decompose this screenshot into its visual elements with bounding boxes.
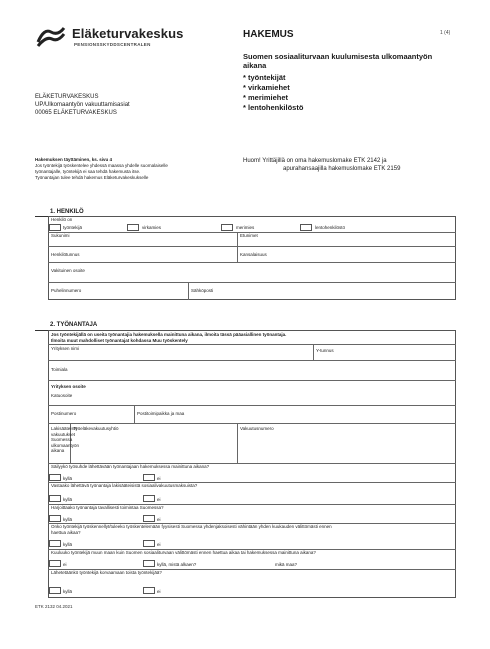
q1-no-checkbox[interactable] [143, 474, 155, 481]
no-label: ei [63, 562, 67, 567]
yes-label: kyllä [63, 542, 73, 547]
policy-number-field[interactable]: Vakuutusnumero [240, 426, 274, 431]
q4-no-checkbox[interactable] [143, 540, 155, 547]
row-divider [48, 246, 456, 247]
address-line: ELÄKETURVAKESKUS [35, 94, 99, 100]
applicant-type: * lentohenkilöstö [243, 103, 304, 112]
no-label: ei [157, 542, 161, 547]
section2-intro: Jos työntekijällä on useita työnantajia hakemuksella mainittuna aikana, ilmoita tässä pääasiallinen työnantaja. [51, 332, 287, 337]
business-id-field[interactable]: Y-tunnus [316, 348, 334, 353]
q6-yes-checkbox[interactable] [49, 587, 61, 594]
role-checkbox-aircrew[interactable] [300, 224, 312, 231]
note-line: apurahansaajilla hakemuslomake ETK 2159 [283, 166, 401, 172]
col-divider [237, 423, 238, 463]
q2-no-checkbox[interactable] [143, 495, 155, 502]
q2-yes-checkbox[interactable] [49, 495, 61, 502]
col-divider [237, 232, 238, 246]
no-label: ei [157, 476, 161, 481]
form-code: ETK 2132 04.2021 [35, 604, 73, 609]
instructions-line: työnantajalle, työntekijä ei saa tehdä hakemusta itse. [35, 169, 141, 174]
applicant-type: * merimiehet [243, 93, 289, 102]
company-name-field[interactable]: Yrityksen nimi [51, 346, 80, 351]
row-divider [48, 405, 456, 406]
section2-intro: Ilmoita muut mahdolliset työnantajat kohdassa Muu työskentely [51, 338, 188, 343]
question-replacement: Lähetetäänkö työntekijä korvaamaan toista työntekijää? [51, 570, 162, 575]
instructions-line: Jos työntekijä työskentelee yhdessä maassa yhdelle suomalaiselle [35, 163, 168, 168]
company-address-heading: Yrityksen osoite [51, 384, 86, 389]
no-label: ei [157, 497, 161, 502]
question-employment-retained: Säilyykö työsuhde lähettävään työnantajaan hakemuksessa mainittuna aikana? [51, 464, 210, 469]
col-divider [313, 344, 314, 360]
q5-no-checkbox[interactable] [49, 560, 61, 567]
question-activity-finland: Harjoittaako työnantaja tavallisesti toimintaa Suomessa? [51, 505, 164, 510]
yes-label: kyllä [63, 497, 73, 502]
role-label: Henkilö on [51, 217, 73, 222]
question-worked-in-finland-cont: haettua aikaa? [51, 530, 81, 535]
street-field[interactable]: Katuosoite [51, 393, 73, 398]
section1-title: 1. HENKILÖ [50, 209, 84, 215]
question-other-social-security: Kuuluuko työntekijä muun maan kuin Suomen sosiaaliturvaan välittömästi ennen haettua aikaa tai hakemuksessa mainittuna aikana? [51, 550, 316, 555]
row-divider [48, 262, 456, 263]
section2-title: 2. TYÖNANTAJA [50, 322, 98, 328]
role-checkbox-seaman[interactable] [221, 224, 233, 231]
role-checkbox-official[interactable] [127, 224, 139, 231]
page-number: 1 (4) [440, 30, 451, 36]
q1-yes-checkbox[interactable] [49, 474, 61, 481]
q5-yes-checkbox[interactable] [143, 560, 155, 567]
yes-label: kyllä [63, 589, 73, 594]
applicant-type: * virkamiehet [243, 83, 290, 92]
col-divider [188, 282, 189, 300]
role-label-employee: työntekijä [63, 225, 83, 230]
logo-icon [36, 26, 66, 48]
row-divider [48, 344, 456, 345]
note-line: Huom! Yrittäjillä on oma hakemuslomake ETK 2142 ja [243, 158, 387, 164]
nationality-field[interactable]: Kansalaisuus [240, 252, 267, 257]
postal-code-field[interactable]: Postinumero [51, 411, 77, 416]
no-label: ei [157, 517, 161, 522]
email-field[interactable]: Sähköposti [191, 288, 214, 293]
surname-field[interactable]: Sukunimi [51, 233, 70, 238]
col-divider [134, 405, 135, 423]
role-label-aircrew: lentohenkilöstö [315, 225, 346, 230]
address-field[interactable]: Vakituinen osoite [51, 268, 85, 273]
personal-id-field[interactable]: Henkilötunnus [51, 252, 80, 257]
row-divider [48, 360, 456, 361]
city-country-field[interactable]: Postitoimipaikka ja maa [137, 411, 185, 416]
pension-company-field[interactable]: Työeläkevakuutusyhtiö [73, 426, 119, 431]
instructions-title: Hakemuksen täyttäminen, ks. sivu 4 [35, 157, 113, 162]
form-note [243, 157, 443, 173]
phone-field[interactable]: Puhelinnumero [51, 288, 82, 293]
logo-subtitle: PENSIONSSKYDDSCENTRALEN [74, 42, 151, 47]
question-worked-in-finland: Onko työntekijä työskennellyt/tuleeko työskentelemään fyysisesti Suomessa yhdenjaksoisesti vähintään yhden kuukauden välittömästi ennen [51, 524, 332, 529]
role-checkbox-employee[interactable] [49, 224, 61, 231]
form-subtitle: Suomen sosiaaliturvaan kuulumisesta ulkomaantyön aikana [243, 52, 433, 70]
statutory-insurances-label: Lakisääteiset vakuutukset Suomessa ulkomaantyön aikana [51, 426, 80, 453]
since-when-label: kyllä, mistä alkaen? [157, 562, 197, 567]
first-names-field[interactable]: Etunimet [240, 233, 258, 238]
applicant-type: * työntekijät [243, 73, 286, 82]
logo-name: Eläketurvakeskus [72, 26, 184, 41]
row-divider [48, 380, 456, 381]
address-line: UP/Ulkomaantyön vakuuttamisasiat [35, 102, 130, 108]
instructions-line: Työnantajan tulee tehdä hakemus Eläketurvakeskukselle [35, 175, 149, 180]
which-country-label: mikä maa? [275, 562, 298, 567]
no-label: ei [157, 589, 161, 594]
applicant-types [243, 73, 303, 113]
q6-no-checkbox[interactable] [143, 587, 155, 594]
industry-field[interactable]: Toimiala [51, 367, 68, 372]
form-title: HAKEMUS [243, 29, 294, 40]
q3-yes-checkbox[interactable] [49, 515, 61, 522]
row-divider [48, 423, 456, 424]
yes-label: kyllä [63, 517, 73, 522]
row-divider [48, 282, 456, 283]
role-label-official: virkamies [142, 225, 162, 230]
role-label-seaman: merimies [236, 225, 255, 230]
address-line: 00065 ELÄKETURVAKESKUS [35, 110, 117, 116]
q3-no-checkbox[interactable] [143, 515, 155, 522]
question-contributions: Vastaako lähettävä työnantaja lakisääteisistä sosiaalivakuutusmaksuista? [51, 483, 198, 488]
recipient-address [35, 93, 130, 117]
col-divider [237, 246, 238, 262]
fill-instructions [35, 157, 225, 181]
q4-yes-checkbox[interactable] [49, 540, 61, 547]
yes-label: kyllä [63, 476, 73, 481]
